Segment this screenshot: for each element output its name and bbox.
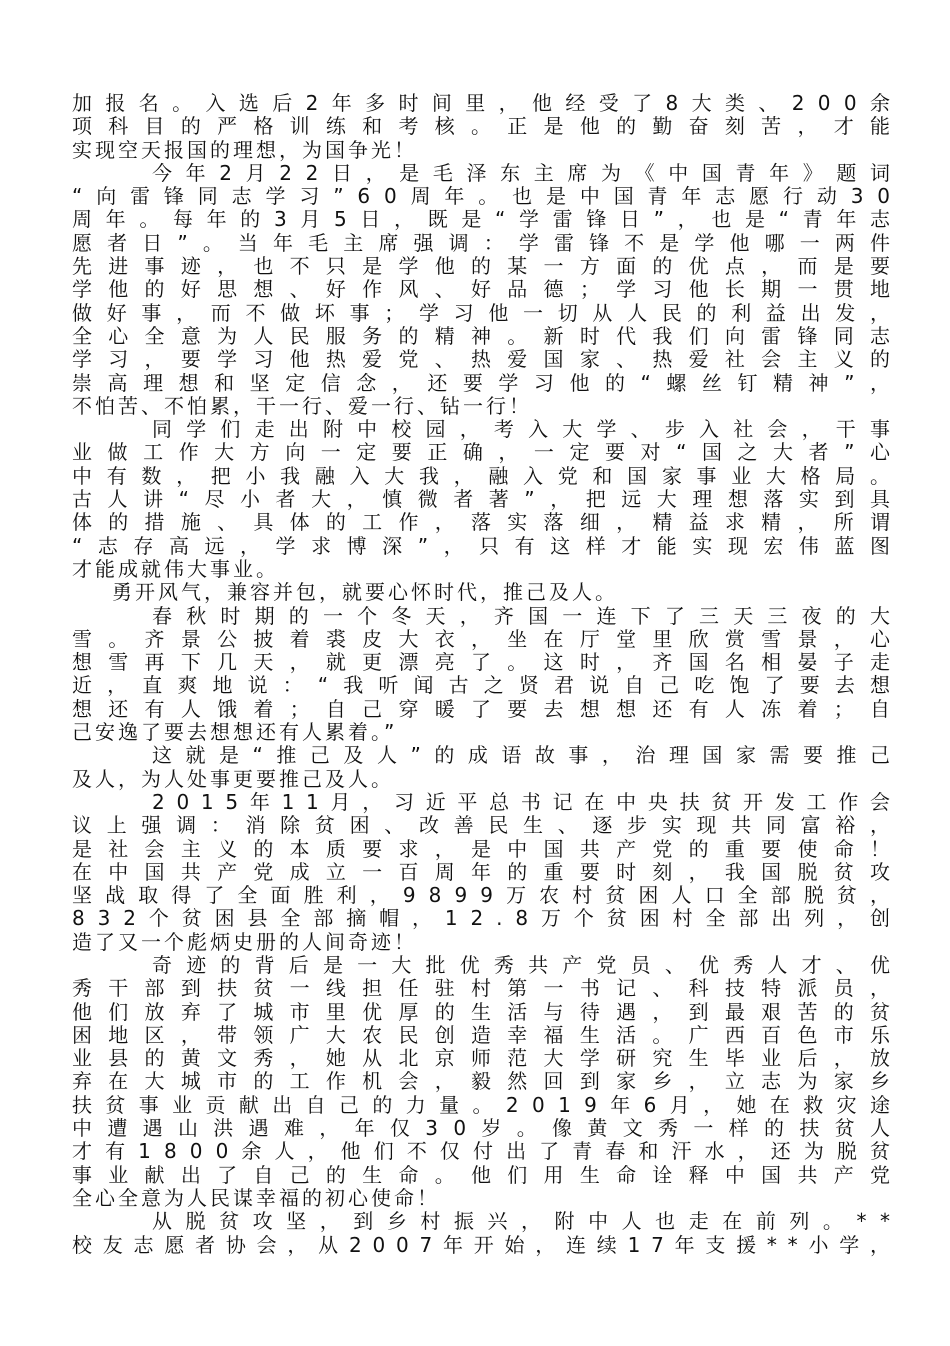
text-line: 同学们走出附中校园，考入大学、步入社会，干事 — [152, 417, 905, 442]
text-line: 全心全意为人民服务的精神。新时代我们向雷锋同志 — [72, 323, 907, 348]
text-line: 在中国共产党成立一百周年的重要时刻，我国脱贫攻 — [72, 859, 907, 884]
text-line: 秀干部到扶贫一线担任驻村第一书记、科技特派员， — [72, 976, 907, 1001]
text-line: 今年2月22日，是毛泽东主席为《中国青年》题词 — [152, 160, 904, 185]
text-line: 古人讲“尽小者大，慎微者著”，把远大理想落实到具 — [72, 487, 906, 512]
text-line: 业县的黄文秀，她从北京师范大学研究生毕业后，放 — [72, 1046, 907, 1071]
text-line: 想还有人饿着；自己穿暖了要去想想还有人冻着；自 — [72, 696, 907, 721]
text-line: 扶贫事业贡献出自己的力量。2019年6月，她在救灾途 — [72, 1092, 904, 1117]
text-line: 832个贫困县全部摘帽，12.8万个贫困村全部出列，创 — [72, 906, 903, 931]
text-line: 加报名。入选后2年多时间里，他经受了8大类、200余 — [72, 91, 904, 115]
text-line: 议上强调：消除贫困、改善民生、逐步实现共同富裕， — [72, 813, 905, 838]
text-line: 体的措施、具体的工作，落实落细，精益求精，所谓 — [72, 510, 907, 535]
text-line: 从脱贫攻坚，到乡村振兴，附中人也走在前列。** — [152, 1209, 904, 1234]
text-line: 近，直爽地说：“我听闻古之贤君说自己吃饱了要去想 — [72, 673, 906, 698]
text-line: “向雷锋同志学习”60周年。也是中国青年志愿行动30 — [72, 184, 904, 209]
text-line: 这就是“推己及人”的成语故事，治理国家需要推己 — [152, 743, 904, 768]
text-line: 崇高理想和坚定信念，还要学习他的“螺丝钉精神”， — [72, 370, 906, 395]
text-line: 弃在大城市的工作机会，毅然回到家乡，立志为家乡 — [72, 1069, 907, 1094]
text-line: 业做工作大方向一定要正确，一定要对“国之大者”心 — [72, 440, 906, 465]
text-line: 困地区，带领广大农民创造幸福生活。广西百色市乐 — [72, 1022, 907, 1047]
text-line: 做好事，而不做坏事；学习他一切从人民的利益出发， — [72, 300, 905, 325]
text-line: 不怕苦、不怕累，干一行、爱一行、钻一行！ — [72, 393, 532, 418]
document-page — [72, 91, 907, 1257]
text-line: 春秋时期的一个冬天，齐国一连下了三天三夜的大 — [152, 603, 905, 628]
text-line: 己安逸了要去想想还有人累着。” — [72, 720, 398, 745]
text-line: 实现空天报国的理想，为国争光！ — [72, 137, 417, 162]
text-line: 中有数，把小我融入大我，融入党和国家事业大格局。 — [72, 463, 905, 488]
text-line: 2015年11月，习近平总书记在中央扶贫开发工作会 — [152, 789, 902, 814]
text-line: 奇迹的背后是一大批优秀共产党员、优秀人才、优 — [152, 952, 905, 977]
text-line: 他们放弃了城市里优厚的生活与待遇，到最艰苦的贫 — [72, 999, 907, 1024]
text-line: 周年。每年的3月5日，既是“学雷锋日”，也是“青年志 — [72, 207, 904, 232]
text-line: 全心全意为人民谋幸福的初心使命！ — [72, 1185, 440, 1210]
text-line: “志存高远，学求博深”，只有这样才能实现宏伟蓝图 — [72, 533, 906, 558]
text-line: 勇开风气，兼容并包，就要心怀时代，推己及人。 — [112, 580, 618, 605]
text-line: 项科目的严格训练和考核。正是他的勤奋刻苦，才能 — [72, 114, 907, 139]
text-line: 及人，为人处事更要推己及人。 — [72, 766, 394, 791]
text-line: 造了又一个彪炳史册的人间奇迹！ — [72, 929, 417, 954]
text-line: 校友志愿者协会，从2007年开始，连续17年支援**小学， — [72, 1232, 901, 1257]
text-line: 坚战取得了全面胜利，9899万农村贫困人口全部脱贫， — [72, 883, 904, 908]
text-line: 愿者日”。当年毛主席强调：学雷锋不是学他哪一两件 — [72, 230, 906, 255]
text-line: 才能成就伟大事业。 — [72, 556, 279, 581]
text-line: 学他的好思想、好作风、好品德；学习他长期一贯地 — [72, 277, 907, 302]
text-line: 才有1800余人，他们不仅付出了青春和汗水，还为脱贫 — [72, 1139, 904, 1164]
text-line: 想雪再下几天，就更漂亮了。这时，齐国名相晏子走 — [72, 650, 907, 675]
text-line: 中遭遇山洪遇难，年仅30岁。像黄文秀一样的扶贫人 — [72, 1116, 906, 1141]
text-line: 先进事迹，也不只是学他的某一方面的优点，而是要 — [72, 254, 907, 279]
text-line: 事业献出了自己的生命。他们用生命诠释中国共产党 — [72, 1162, 907, 1187]
text-line: 学习，要学习他热爱党、热爱国家、热爱社会主义的 — [72, 347, 907, 372]
text-line: 是社会主义的本质要求，是中国共产党的重要使命！ — [72, 836, 907, 861]
text-line: 雪。齐景公披着裘皮大衣，坐在厅堂里欣赏雪景，心 — [72, 626, 907, 651]
